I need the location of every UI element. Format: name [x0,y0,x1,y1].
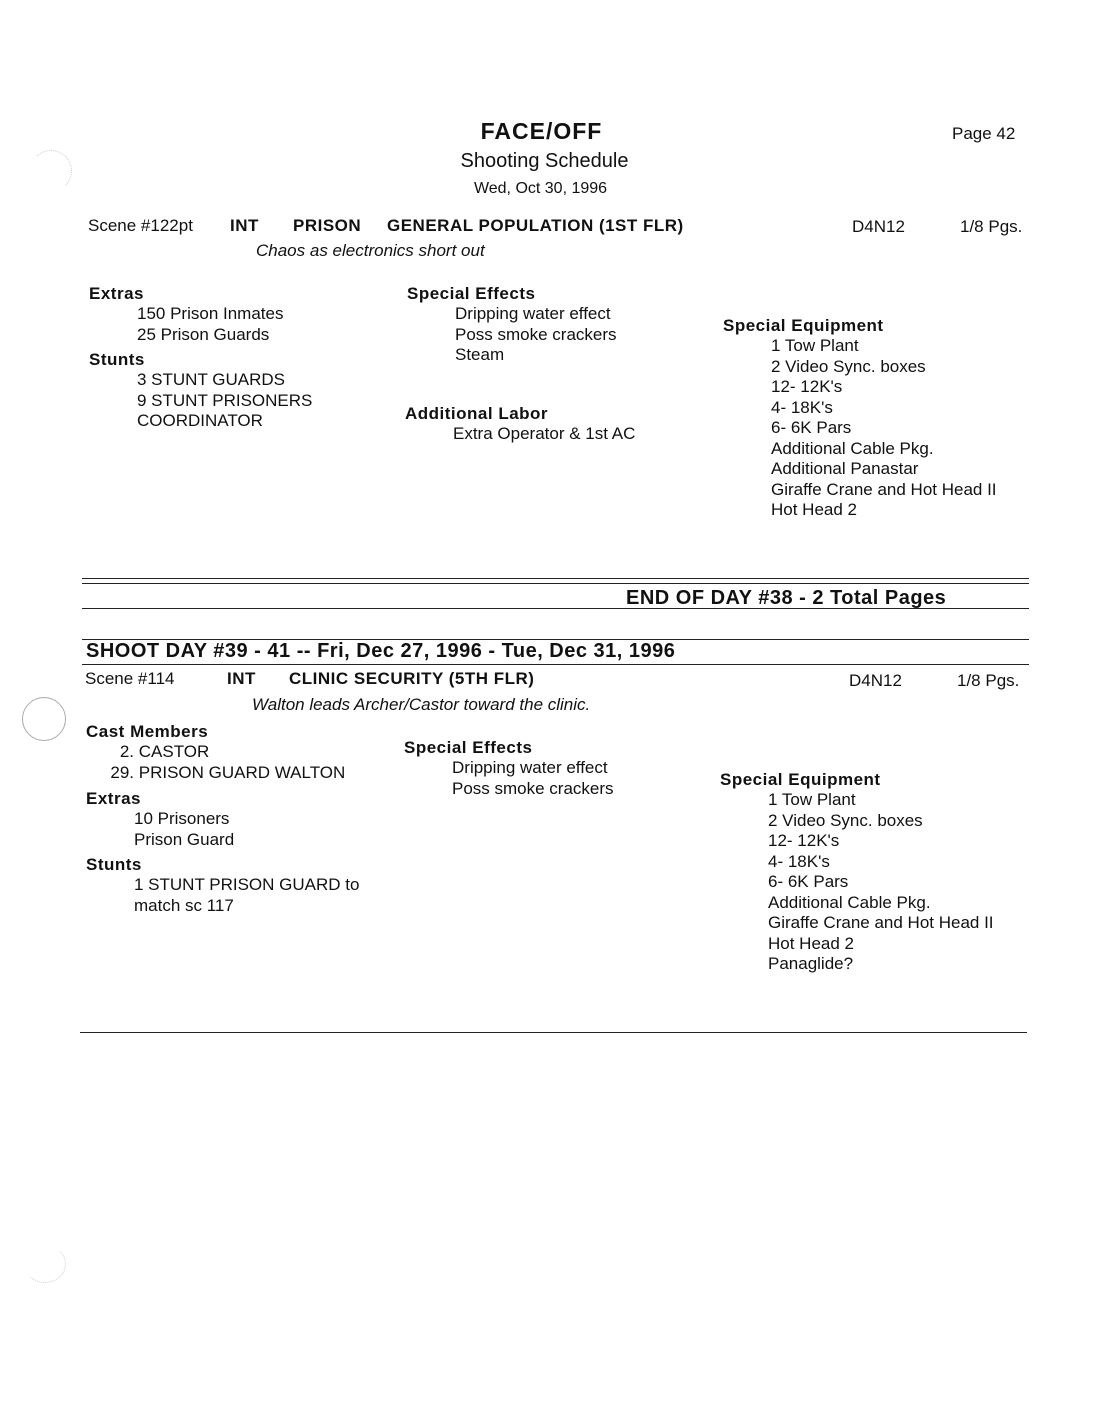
special-equipment-list [768,790,994,975]
list-item: 6- 6K Pars [771,418,852,437]
list-item: Dripping water effect [452,758,608,777]
list-item [96,763,345,784]
list-item: Prison Guard [134,829,235,849]
additional-labor-list [453,424,635,445]
list-item: 6- 6K Pars [768,872,849,891]
list-item: Panaglide? [768,954,854,973]
scene-set: GENERAL POPULATION (1ST FLR) [387,216,684,235]
cast-list [96,742,345,783]
list-item: 4- 18K's [768,851,830,871]
cast-number: 2. [119,742,134,761]
list-item: 1 Tow Plant [768,790,856,809]
list-item: Steam [455,345,505,364]
list-item [96,742,345,763]
schedule-date: Wed, Oct 30, 1996 [473,180,608,197]
list-item: Additional Panastar [771,459,919,478]
end-of-day-banner: END OF DAY #38 - 2 Total Pages [626,587,947,609]
list-item: Hot Head 2 [768,933,854,953]
document-title: FACE/OFF [480,118,603,144]
list-item: 2 Video Sync. boxes [771,356,926,376]
stunts-list [134,875,359,916]
scene-set: CLINIC SECURITY (5TH FLR) [289,669,535,688]
additional-labor-heading: Additional Labor [405,404,549,423]
special-equipment-list [771,336,997,521]
list-item: 1 Tow Plant [771,336,859,355]
divider [82,608,1029,609]
punch-hole-mark [22,697,66,741]
list-item: 2 Video Sync. boxes [768,810,923,830]
special-effects-list [455,304,617,366]
cast-members-heading: Cast Members [86,722,209,741]
special-effects-heading: Special Effects [407,284,536,303]
list-item: Giraffe Crane and Hot Head II [771,479,997,499]
divider [82,578,1029,579]
scene-int-ext: INT [230,216,259,235]
list-item: Additional Cable Pkg. [768,892,931,912]
cast-name: PRISON GUARD WALTON [138,762,346,782]
scene-description: Chaos as electronics short out [256,241,485,260]
divider [82,583,1029,584]
shoot-day-banner: SHOOT DAY #39 - 41 -- Fri, Dec 27, 1996 - Tue, Dec 31, 1996 [86,640,676,662]
cast-name: CASTOR [138,742,210,761]
list-item: 12- 12K's [768,831,840,850]
list-item: 9 STUNT PRISONERS [137,390,313,410]
scene-day-night: D4N12 [852,217,905,236]
document-subtitle: Shooting Schedule [460,150,629,172]
list-item: 150 Prison Inmates [137,304,284,323]
stunts-list [137,370,312,432]
list-item: Poss smoke crackers [452,778,614,798]
extras-list [134,809,234,850]
list-item: 12- 12K's [771,377,843,396]
extras-heading: Extras [89,284,144,303]
extras-list [137,304,283,345]
stunts-heading: Stunts [89,350,145,369]
list-item: 3 STUNT GUARDS [137,370,285,389]
scene-day-night: D4N12 [849,671,902,690]
special-effects-list [452,758,614,799]
stunts-heading: Stunts [86,855,142,874]
divider [80,1032,1027,1033]
scene-location: PRISON [293,216,362,235]
list-item: match sc 117 [134,895,234,915]
list-item: Poss smoke crackers [455,324,617,344]
punch-hole-mark [24,1245,66,1283]
list-item: Giraffe Crane and Hot Head II [768,913,994,932]
list-item: 1 STUNT PRISON GUARD to [134,875,360,894]
divider [82,664,1029,665]
scene-int-ext: INT [227,669,256,688]
list-item: Additional Cable Pkg. [771,438,934,458]
scene-description: Walton leads Archer/Castor toward the clinic. [252,695,591,714]
list-item: COORDINATOR [137,411,263,430]
extras-heading: Extras [86,789,141,808]
scene-number: Scene #122pt [88,216,193,235]
list-item: 4- 18K's [771,397,833,417]
scene-pages: 1/8 Pgs. [957,671,1020,690]
special-effects-heading: Special Effects [404,738,533,757]
scene-number: Scene #114 [85,669,175,688]
list-item: Dripping water effect [455,304,611,323]
list-item: 25 Prison Guards [137,324,270,344]
cast-number: 29. [110,762,134,782]
special-equipment-heading: Special Equipment [723,316,884,335]
list-item: Extra Operator & 1st AC [453,424,636,443]
special-equipment-heading: Special Equipment [720,770,881,789]
scene-pages: 1/8 Pgs. [960,217,1023,236]
page-number: Page 42 [952,124,1016,143]
list-item: Hot Head 2 [771,500,857,519]
list-item: 10 Prisoners [134,809,230,828]
